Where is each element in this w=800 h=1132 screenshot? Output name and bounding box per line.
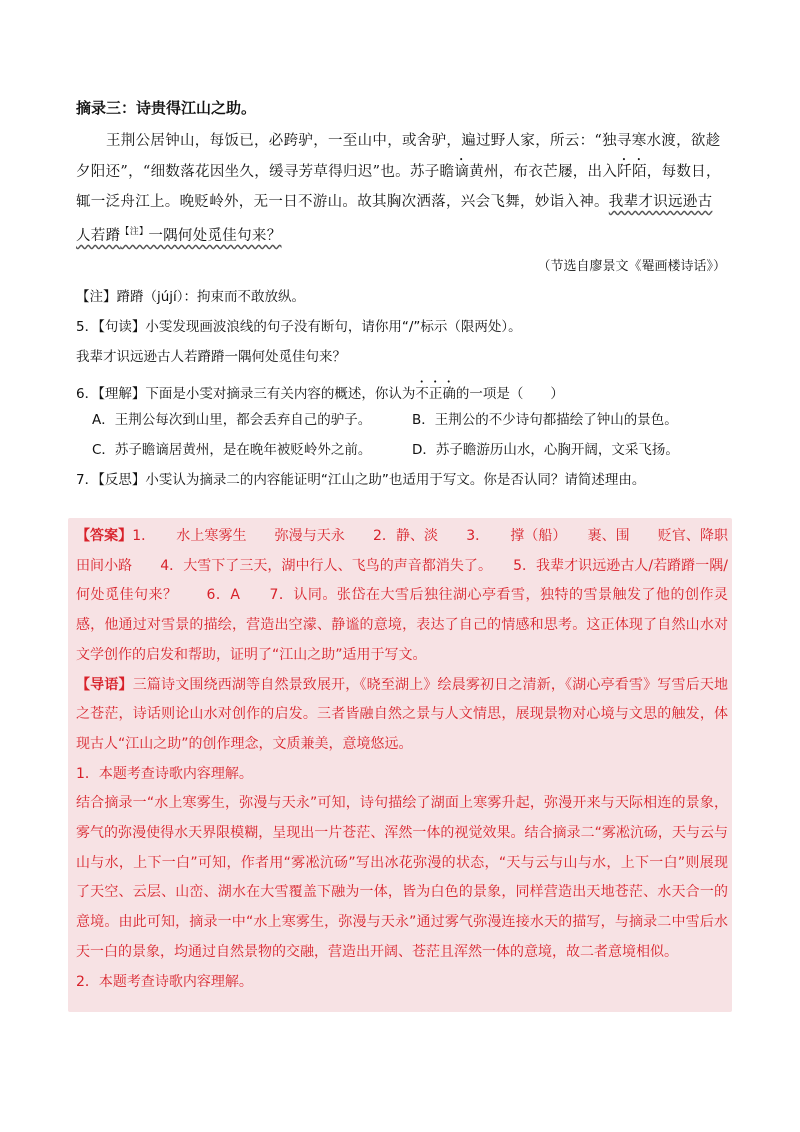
guide-paragraph	[76, 671, 728, 760]
option-c: C．苏子瞻谪居黄州，是在晚年被贬岭外之前。	[92, 442, 372, 458]
explanation-1-text: 结合摘录一“水上寒雾生，弥漫与天永”可知，诗句描绘了湖面上寒雾升起，弥漫开来与天际相连的景象，雾气的弥漫使得水天界限模糊，呈现出一片苍茫、浑然一体的视觉效果。结合摘录二“雾凇沆砀，天与云与山与水，上下一白”可知，作者用“雾凇沆砀”写出冰花弥漫的状态，“天与云与山与水，上下一白”则展现了天空、云层、山峦、湖水在大雪覆盖下融为一体，皆为白色的景象，同样营造出天地苍茫、水天合一的意境。由此可知，摘录一中“水上寒雾生，弥漫与天永”通过雾气弥漫连接水天的描写，与摘录二中雪后水天一白的景象，均通过自然景物的交融，营造出开阔、苍茫且浑然一体的意境，故二者意境相似。	[76, 795, 728, 960]
question-6	[76, 378, 564, 402]
footnote-marker: 【注】	[120, 227, 149, 237]
explanation-1-title: 1．本题考查诗歌内容理解。	[76, 765, 253, 782]
option-b: B．王荆公的不少诗句都描绘了钟山的景色。	[412, 412, 678, 428]
guide-text: 三篇诗文围绕西湖等自然景致展开，《晓至湖上》绘晨雾初日之清新，《湖心亭看雪》写雪后天地之苍茫，诗话则论山水对创作的启发。三者皆融自然之景与人文情思，展现景物对心境与文思的触发，体现古人“江山之助”的创作理念，文质兼美，意境悠远。	[76, 676, 729, 752]
passage-paragraph	[76, 126, 726, 251]
question-7: 7．【反思】小雯认为摘录二的内容能证明“江山之助”也适用于写文。你是否认同？请简述理由。	[76, 472, 646, 488]
option-d: D．苏子瞻游历山水，心胸开阔，文采飞扬。	[412, 442, 679, 458]
underlined-text-part2: 一隅何处觅佳句来？	[148, 228, 282, 244]
passage-text: ，每数日，辄一泛舟江上。晚贬岭外，无一日不游山。故其胸次洒落，兴会飞舞，妙诣入神。	[76, 164, 721, 210]
option-a: A．王荆公每次到山里，都会丢弃自己的驴子。	[92, 412, 372, 428]
emphasized-char: 谪	[454, 164, 470, 180]
question-6-emphasis: 不正确	[415, 386, 456, 402]
question-6-blank: 的一项是（ ）	[455, 386, 564, 402]
section-title: 摘录三：诗贵得江山之助。	[76, 99, 257, 117]
question-5-sentence: 我辈才识远逊古人若蹐蹐一隅何处觅佳句来？	[76, 349, 346, 365]
answer-section	[76, 522, 756, 997]
underlined-text-part1: 我辈才识远逊古人若蹐	[76, 194, 713, 244]
passage-text: 王荆公居钟山，每饭已，必跨驴，一至山中，或舍驴，遍过野人家，所云：“独寻寒水渡，欲趁夕阳还”，“细数落花因坐久，缓寻芳草得归迟”也。苏子瞻	[76, 133, 721, 180]
excerpt-passage	[76, 126, 726, 251]
passage-source: （节选自廖景文《罨画楼诗话》）	[537, 259, 726, 274]
answer-paragraph	[76, 522, 756, 671]
passage-text: 黄州，布衣芒屦，出入	[469, 164, 618, 180]
explanation-2-title: 2．本题考查诗歌内容理解。	[76, 973, 253, 990]
question-5: 5．【句读】小雯发现画波浪线的句子没有断句，请你用“/”标示（限两处）。	[76, 319, 522, 335]
answer-text: 1． 水上寒雾生 弥漫与天永 2．静、淡 3． 撑（船） 裹、围 贬官、降职 田间小路 4．大雪下了三天，湖中行人、飞鸟的声音都消失了。 5．我辈才识远逊古人/若蹐蹐一隅/何处觅佳句来？ 6．A 7．认同。张岱在大雪后独往湖心亭看雪，独特的雪景触发了他的创作灵感，他通过对雪景的描绘，营造出空濛、静谧的意境，表达了自己的情感和思考。这正体现了自然山水对文学创作的启发和帮助，证明了“江山之助”适用于写文。	[76, 528, 756, 663]
question-6-text: 6．【理解】下面是小雯对摘录三有关内容的概述，你认为	[76, 386, 416, 402]
guide-label: 【导语】	[76, 676, 133, 693]
emphasized-word: 阡陌	[617, 164, 647, 180]
annotation-note: 【注】蹐蹐（jújí）：拘束而不敢放纵。	[76, 289, 306, 305]
answer-label: 【答案】	[76, 528, 133, 544]
